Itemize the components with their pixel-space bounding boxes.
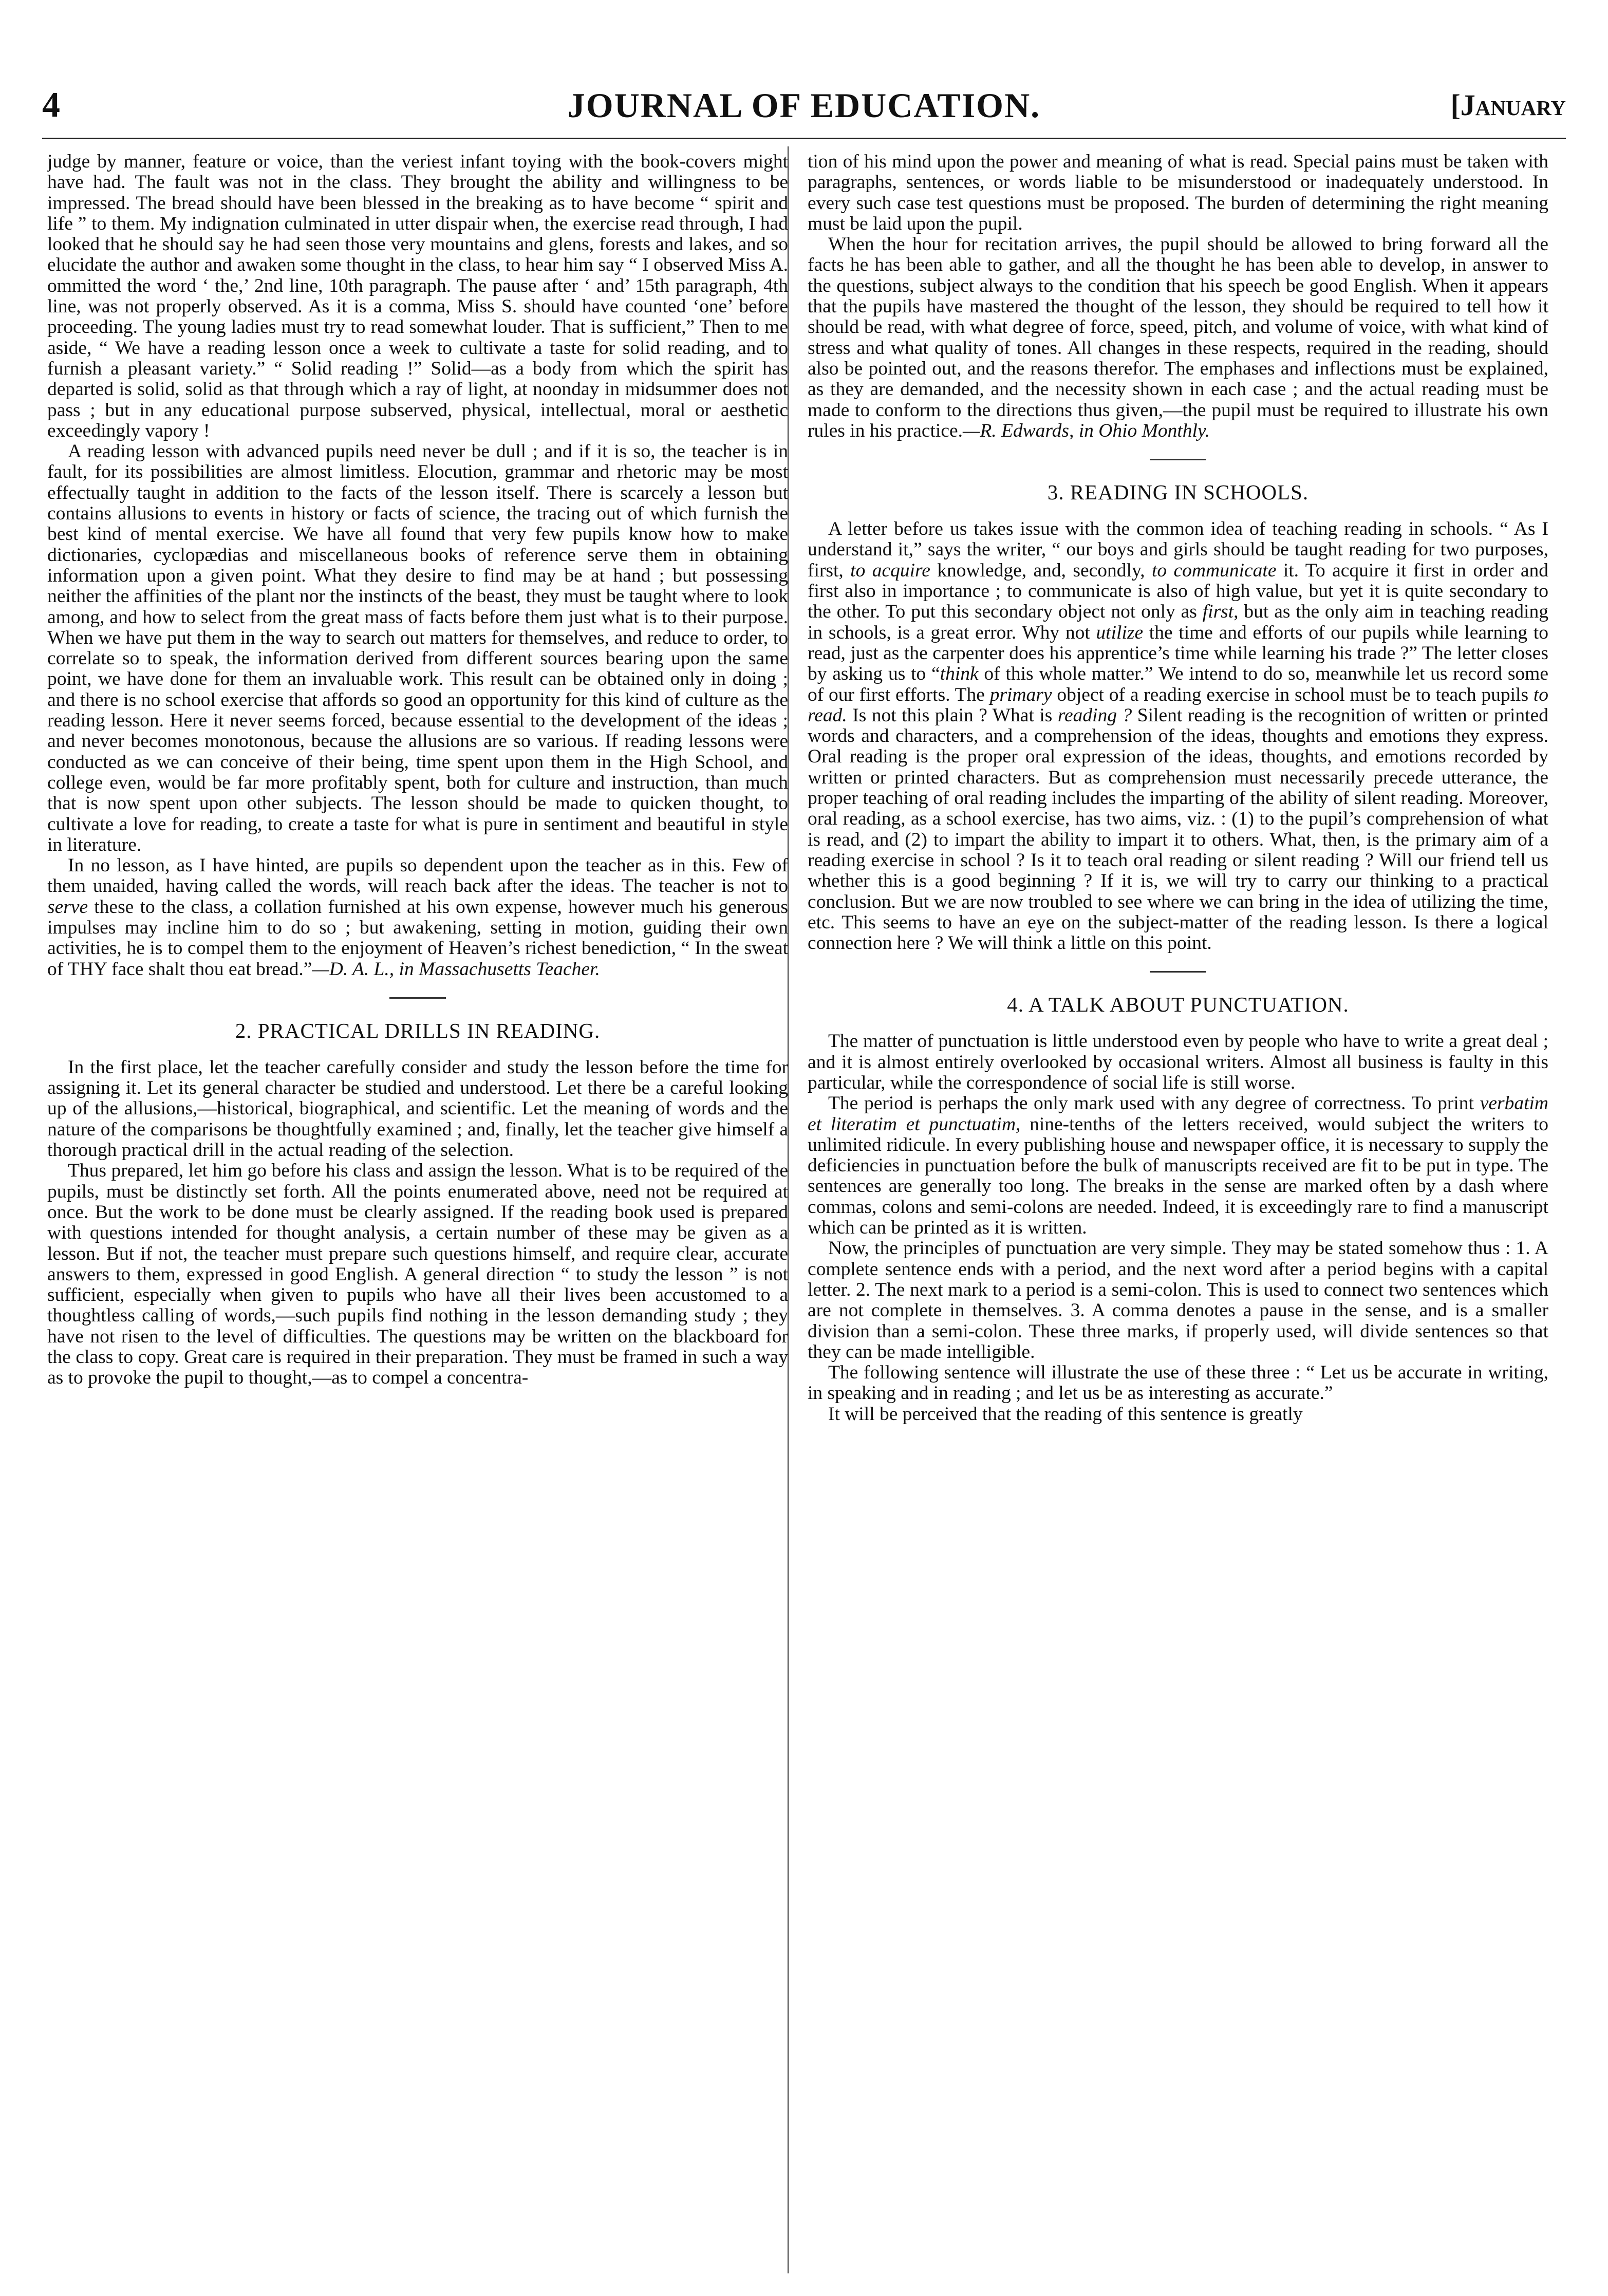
issue-month: [January [1450,88,1566,122]
text-run-italic: verbatim et literatim et punctuatim, [808,1093,1548,1135]
text-run: nine-tenths of the letters received, would subject the writers to unlimited ridicule. In every publishing house and newspaper office, it is necessary to supply the deficiencies in punctuation before the bulk of manuscripts received are fit to be put in type. The sentences are generally too long. The breaks in the sense are marked often by a dash where commas, colons and semi-colons are needed. Indeed, it is exceedingly rare to find a manuscript which can be printed as it is written. [808,1113,1548,1239]
text-run-italic: reading ? [1057,704,1132,726]
text-run: Silent reading is the recognition of written or printed words and characters, and a comprehension of the ideas, thoughts and emotions they express. Oral reading is the proper oral expression of the ideas, thoughts, and emotions recorded by written or printed characters. But as comprehension must necessarily precede utterance, the proper teaching of oral reading includes the imparting of the ability of silent reading. Moreover, oral reading, as a school exercise, has two aims, viz. : (1) to the pupil’s comprehension of what is read, and (2) to impart the ability to impart it to others. What, then, is the primary aim of a reading exercise in school ? Is it to teach oral reading or silent reading ? Will our friend tell us whether this is a good beginning ? If it is, we will try to carry our thinking to a practical conclusion. But we are now troubled to see where we can bring in the idea of utilizing the time, etc. This seems to have an eye on the subject-matter of the reading lesson. Is there a logical connection here ? We will think a little on this point. [808,704,1548,954]
text-run: The period is perhaps the only mark used with any degree of correctness. To print [828,1093,1480,1114]
left-column [47,152,788,2268]
paragraph: In the first place, let the teacher carefully consider and study the lesson before the time for assigning it. Let its general character be studied and understood. Let there be a careful looking up of the allusions,—historical, biographical, and scientific. Let the meaning of words and the nature of the comparisons be thoughtfully examined ; and, finally, let the teacher give himself a thorough practical drill in the actual reading of the selection. [47,1056,788,1161]
paragraph: A reading lesson with advanced pupils need never be dull ; and if it is so, the teacher is in fault, for its possibilities are almost limitless. Elocution, grammar and rhetoric may be most effectually taught in addition to the facts of the lesson itself. There is scarcely a lesson but contains allusions to events in history or facts of science, the tracing out of which furnish the best kind of mental exercise. We have all found that very few pupils know how to make dictionaries, cyclopædias and miscellaneous books of reference serve them in obtaining information upon a given point. What they desire to find may be at hand ; but possessing neither the affinities of the plant nor the instincts of the beast, they must be taught where to look among, and how to select from the great mass of facts before them just what is to their purpose. When we have put them in the way to search out matters for themselves, and reduce to order, to correlate so to speak, the information derived from different sources bearing upon the same point, we have done for them an invaluable work. This result can be obtained only in doing ; and there is no school exercise that affords so good an opportunity for this kind of culture as the reading lesson. Here it never seems forced, because essential to the development of the ideas ; and never becomes monotonous, because the allusions are so various. If reading lessons were conducted as we can conceive of their being, time spent upon them in the High School, and college even, would be far more profitably spent, both for culture and instruction, than much that is now spent upon other subjects. The lesson should be made to quicken thought, to cultivate a love for reading, to create a taste for what is pure in sentiment and beautiful in style in literature. [47,441,788,855]
text-run: of this whole matter.” We intend to do so, meanwhile let us record some of our first efforts. The [808,663,1548,705]
text-run-italic: utilize [1096,622,1144,643]
text-run: When the hour for recitation arrives, the pupil should be allowed to bring forward all the facts he has been able to gather, and all the thought he has been able to develop, in answer to the questions, subject always to the condition that his speech be good English. When it appears that the pupils have mastered the thought of the lesson, they should be required to tell how it should be read, with what degree of force, speed, pitch, and volume of voice, with what kind of stress and what quality of tones. All changes in these respects, required in the reading, should also be pointed out, and the reasons therefor. The emphases and inflections must be explained, as they are demanded, and the necessity shown in each case ; and the actual reading must be made to conform to the directions thus given,—the pupil must be required to illustrate his own rules in his practice. [808,234,1548,441]
text-run-italic: first, [1202,601,1239,623]
section-rule [389,997,446,999]
paragraph: tion of his mind upon the power and meaning of what is read. Special pains must be taken with paragraphs, sentences, or words liable to be misunderstood or inadequately understood. In every such case test questions must be proposed. The burden of determining the right meaning must be laid upon the pupil. [808,152,1548,234]
text-run-italic: think [940,663,979,685]
text-run-italic: to communicate [1152,559,1277,581]
text-run-italic: to acquire [850,559,930,581]
paragraph: Now, the principles of punctuation are very simple. They may be stated somehow thus : 1. A complete sentence ends with a period, and the next word after a period begins with a capital letter. 2. The next mark to a period is a semi-colon. This is used to connect two sentences which are not complete in themselves. 3. A comma denotes a pause in the sense, and is a smaller division than a semi-colon. These three marks, if properly used, will divide sentences so that they can be made intelligible. [808,1238,1548,1362]
page-number: 4 [42,85,60,125]
paragraph [808,1093,1548,1238]
paragraph [808,234,1548,441]
paragraph: Thus prepared, let him go before his class and assign the lesson. What is to be required of the pupils, must be distinctly set forth. All the points enumerated above, need not be required at once. But the work to be done must be clearly assigned. If the reading book used is prepared with questions intended for thought analysis, a certain number of these may be given as a lesson. But if not, the teacher must prepare such questions himself, and require clear, accurate answers to them, expressed in good English. A general direction “ to study the lesson ” is not sufficient, especially when given to pupils who have all their lives been accustomed to a thoughtless calling of words,—such pupils find nothing in the lesson demanding study ; they have not risen to the level of difficulties. The questions may be written on the blackboard for the class to copy. Great care is required in their preparation. They must be framed in such a way as to provoke the pupil to thought,—as to compel a concentra- [47,1160,788,1389]
paragraph: The following sentence will illustrate the use of these three : “ Let us be accurate in writing, in speaking and in reading ; and let us be as interesting as accurate.” [808,1362,1548,1404]
journal-title: JOURNAL OF EDUCATION. [567,86,1041,125]
paragraph [808,519,1548,954]
text-run: In no lesson, as I have hinted, are pupils so dependent upon the teacher as in this. Few of them unaided, having called the words, will reach back after the ideas. The teacher is not to [47,855,788,897]
section-heading: 2. PRACTICAL DRILLS IN READING. [235,1018,601,1042]
section-rule [1150,971,1206,973]
text-run: Is not this plain ? What is [847,704,1058,726]
text-run: A letter before us takes issue with the common idea of teaching reading in schools. “ As I understand it,” says the writer, “ our boys and girls should be taught reading for two purposes, first, [808,518,1548,581]
text-run-italic: to read. [808,684,1548,726]
paragraph: The matter of punctuation is little understood even by people who have to write a great deal ; and it is almost entirely overlooked by occasional writers. Almost all business is faulty in this particular, while the correspondence of social life is still worse. [808,1031,1548,1093]
text-run: object of a reading exercise in school must be to teach pupils [1052,684,1534,705]
attribution: —D. A. L., in Massachusetts Teacher. [312,958,600,980]
paragraph [47,855,788,980]
text-run-italic: serve [47,896,88,918]
text-run: it. To acquire it first in order and first also in importance ; to communicate is also of high value, but yet it is quite secondary to the other. To put this secondary object not only as [808,559,1548,623]
text-run: knowledge, and, secondly, [930,559,1152,581]
paragraph: judge by manner, feature or voice, than the veriest infant toying with the book-covers might have had. The fault was not in the class. They brought the ability and willingness to be impressed. The bread should have been blessed in the breaking as to have become “ spirit and life ” to them. My indignation culminated in utter dispair when, the exercise read through, I had looked that he should say he had seen those very mountains and glens, forests and lakes, and so elucidate the author and awaken some thought in the class, to hear him say “ I observed Miss A. ommitted the word ‘ the,’ 2nd line, 10th paragraph. The pause after ‘ and’ 15th paragraph, 4th line, was not properly observed. As it is a comma, Miss S. should have counted ‘one’ before proceeding. The young ladies must try to read somewhat louder. That is sufficient,” Then to me aside, “ We have a reading lesson once a week to cultivate a taste for solid reading, and to furnish a pleasant variety.” “ Solid reading !” Solid—as a body from which the spirit has departed is solid, solid as that through which a ray of light, at noonday in midsummer does not pass ; but in any educational purpose subserved, physical, intellectual, moral or aesthetic exceedingly vapory ! [47,152,788,441]
text-run: but as the only aim in teaching reading in schools, is a great error. Why not [808,601,1548,643]
section-rule [1150,459,1206,460]
text-run: these to the class, a collation furnished at his own expense, however much his generous impulses may incline him to do so ; but awakening, setting in motion, guiding their own activities, he is to compel them to the enjoyment of Heaven’s richest benediction, “ In the sweat of THY face shalt thou eat bread.” [47,896,788,980]
right-column [808,152,1548,2268]
header-rule [42,138,1566,139]
section-heading: 3. READING IN SCHOOLS. [1047,480,1309,505]
text-run: the time and efforts of our pupils while learning to read, just as the carpenter does his apprentice’s time while learning his trade ?” The letter closes by asking us to “ [808,622,1548,685]
attribution: —R. Edwards, in Ohio Monthly. [962,420,1210,441]
paragraph: It will be perceived that the reading of this sentence is greatly [828,1403,1303,1425]
page-header [42,77,1566,134]
text-run-italic: primary [989,684,1052,705]
section-heading: 4. A TALK ABOUT PUNCTUATION. [1007,993,1349,1017]
